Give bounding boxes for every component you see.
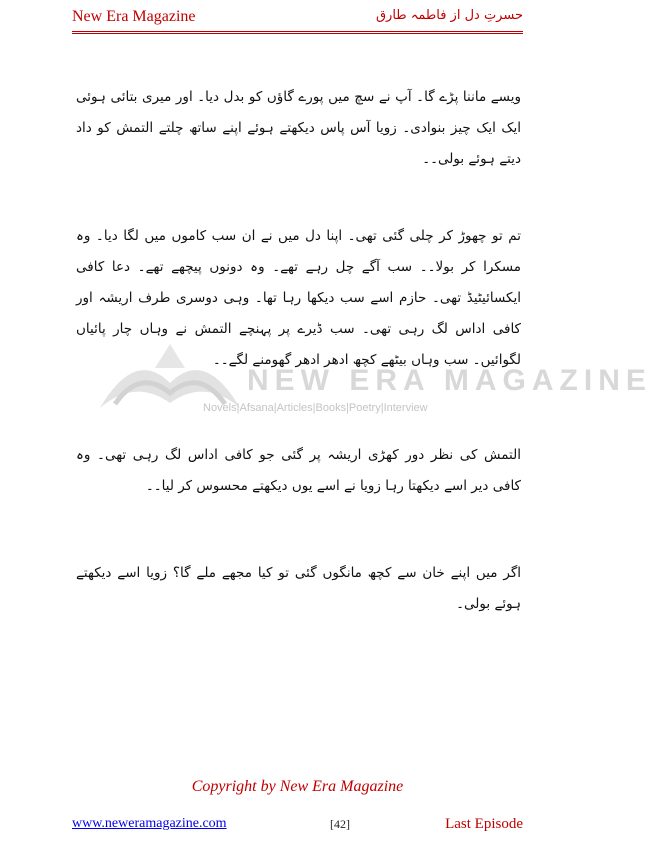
story-body [76,82,521,620]
paragraph: التمش کی نظر دور کھڑی اریشہ پر گئی جو کافی اداس لگ رہی تھی۔ وہ کافی دیر اسے دیکھتا رہا زویا نے اسے یوں دیکھتے محسوس کر لیا۔۔ [76,447,521,494]
website-link[interactable]: www.neweramagazine.com [72,816,227,831]
watermark-tagline: Novels|Afsana|Articles|Books|Poetry|Interview [203,402,428,414]
magazine-name: New Era Magazine [72,8,196,25]
episode-label: Last Episode [445,816,523,832]
page-number: [42] [330,817,350,831]
paragraph: ویسے ماننا پڑے گا۔ آپ نے سچ میں پورے گاؤں کو بدل دیا۔ اور میری بتائی ہوئی ایک ایک چیز بنوادی۔ زویا آس پاس دیکھتے ہوئے اپنے ساتھ چلتے التمش کو داد دیتے ہوئے بولی۔۔ [76,89,521,167]
copyright-line: Copyright by New Era Magazine [191,778,404,795]
header-rule [72,31,523,34]
novel-title-author: حسرتِ دل از فاطمہ طارق [375,8,523,23]
watermark-title: NEW ERA MAGAZINE [247,364,652,397]
paragraph: تم تو چھوڑ کر چلی گئی تھی۔ اپنا دل میں نے ان سب کاموں میں لگا دیا۔ وہ مسکرا کر بولا۔۔ سب آگے چل رہے تھے۔ وہ دونوں پیچھے تھے۔ دعا کافی ایکسائیٹیڈ تھی۔ حازم اسے سب دیکھا رہا تھا۔ وہی دوسری طرف اریشہ اور کافی اداس لگ رہی تھی۔ سب ڈیرے پر پہنچے التمش نے وہاں چار پائیاں لگوائیں۔ سب وہاں بیٹھے کچھ ادھر ادھر گھومنے لگے۔۔ [76,228,521,368]
page-header [0,0,595,34]
page-footer [72,816,523,836]
paragraph: اگر میں اپنے خان سے کچھ مانگوں گئی تو کیا مجھے ملے گا؟ زویا اسے دیکھتے ہوئے بولی۔ [76,565,521,612]
